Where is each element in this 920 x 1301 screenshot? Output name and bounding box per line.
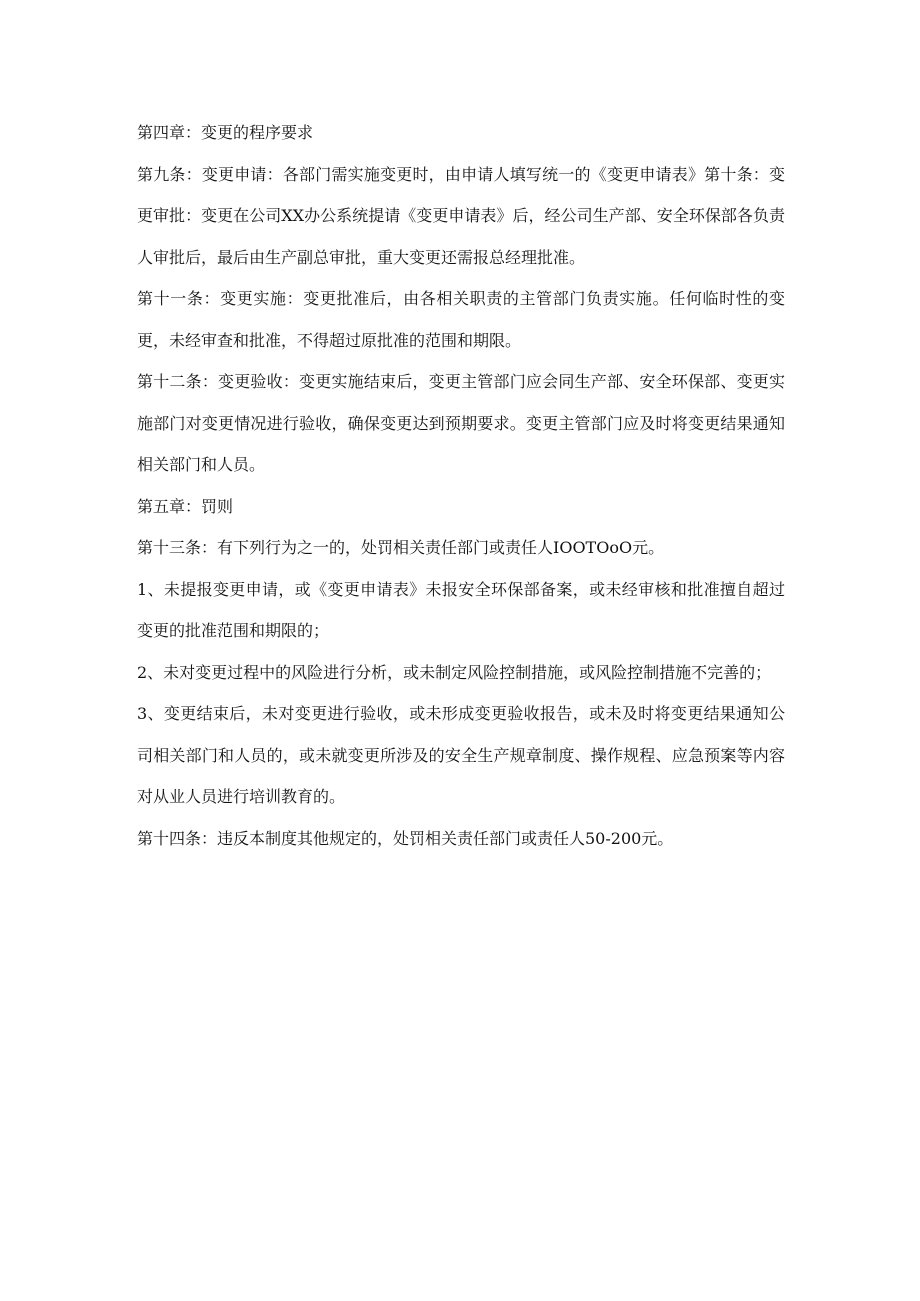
article-12: 第十二条：变更验收：变更实施结束后，变更主管部门应会同生产部、安全环保部、变更实施部门对变更情况进行验收，确保变更达到预期要求。变更主管部门应及时将变更结果通知相关部门和人员。 (137, 372, 785, 474)
document-body (137, 112, 785, 859)
article-13: 第十三条：有下列行为之一的，处罚相关责任部门或责任人IOOTOoO元。 (137, 538, 665, 557)
article-11: 第十一条：变更实施：变更批准后，由各相关职责的主管部门负责实施。任何临时性的变更，未经审查和批准，不得超过原批准的范围和期限。 (137, 289, 785, 350)
list-item-1: 1、未提报变更申请，或《变更申请表》未报安全环保部备案，或未经审核和批准擅自超过变更的批准范围和期限的； (137, 579, 785, 640)
list-item-2: 2、未对变更过程中的风险进行分析，或未制定风险控制措施，或风险控制措施不完善的； (137, 662, 772, 682)
chapter-heading-5: 第五章：罚则 (137, 496, 234, 516)
article-14: 第十四条：违反本制度其他规定的，处罚相关责任部门或责任人50-200元。 (137, 828, 674, 848)
chapter-heading-4: 第四章：变更的程序要求 (137, 123, 314, 142)
list-item-3: 3、变更结束后，未对变更进行验收，或未形成变更验收报告，或未及时将变更结果通知公司相关部门和人员的，或未就变更所涉及的安全生产规章制度、操作规程、应急预案等内容对从业人员进行培训教育的。 (137, 704, 785, 806)
article-9-10: 第九条：变更申请：各部门需实施变更时，由申请人填写统一的《变更申请表》第十条：变更审批：变更在公司XX办公系统提请《变更申请表》后，经公司生产部、安全环保部各负责人审批后，最后由生产副总审批，重大变更还需报总经理批准。 (137, 164, 785, 267)
